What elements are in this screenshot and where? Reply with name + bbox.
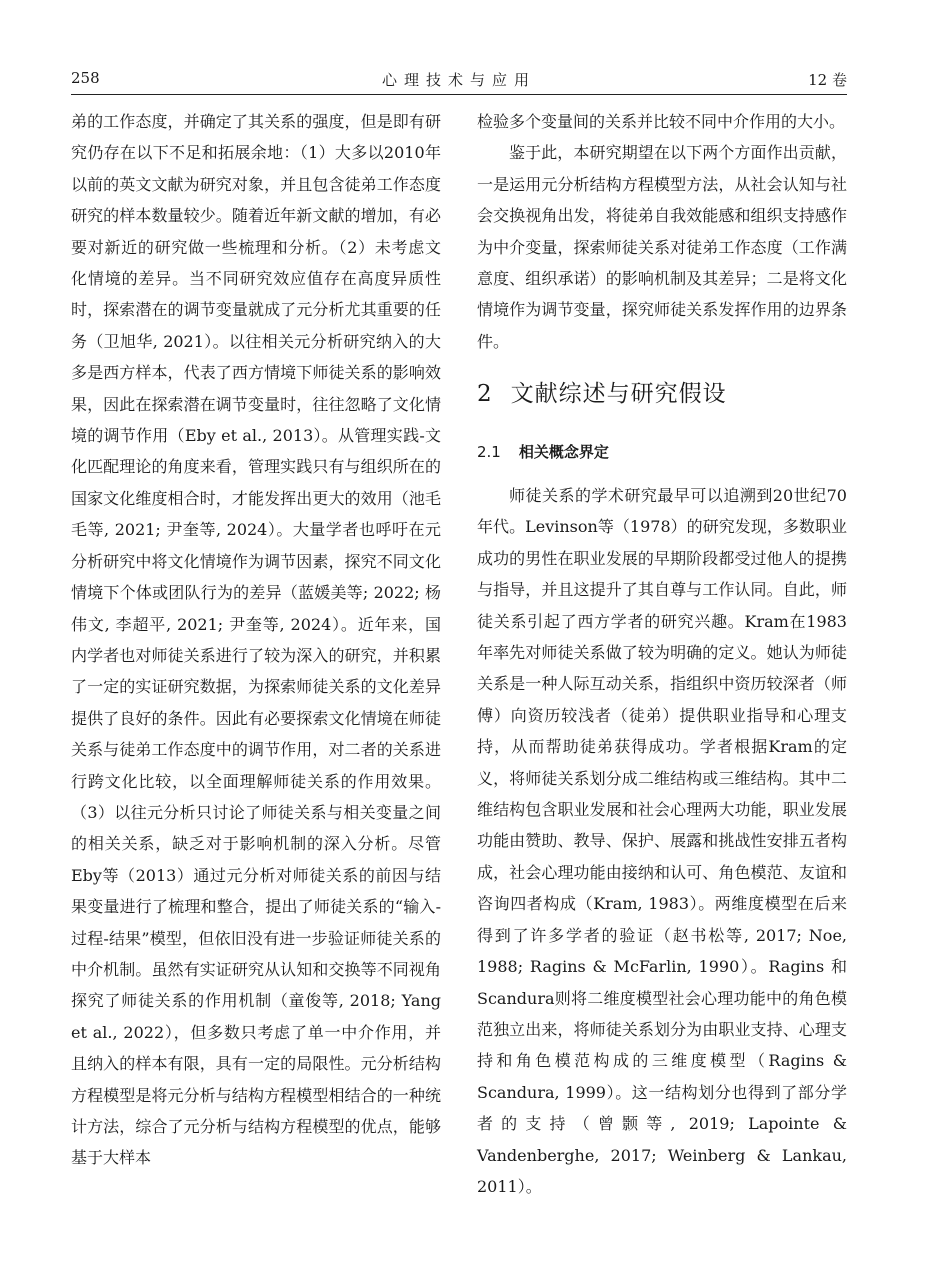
volume-label: 12 卷 xyxy=(808,71,847,89)
body-paragraph: 鉴于此，本研究期望在以下两个方面作出贡献，一是运用元分析结构方程模型方法，从社会认知与社会交换视角出发，将徒弟自我效能感和组织支持感作为中介变量，探索师徒关系对徒弟工作态度（工作满意度、组织承诺）的影响机制及其差异；二是将文化情境作为调节变量，探究师徒关系发挥作用的边界条件。 xyxy=(477,143,847,351)
subsection-number: 2.1 xyxy=(477,443,501,461)
section-number: 2 xyxy=(477,381,493,407)
right-column-bottom xyxy=(477,480,847,1202)
body-paragraph: 师徒关系的学术研究最早可以追溯到20世纪70年代。Levinson等（1978）的研究发现，多数职业成功的男性在职业发展的早期阶段都受过他人的提携与指导，并且这提升了其自尊与工作认同。自此，师徒关系引起了西方学者的研究兴趣。Kram在1983年率先对师徒关系做了较为明确的定义。她认为师徒关系是一种人际互动关系，指组织中资历较深者（师傅）向资历较浅者（徒弟）提供职业指导和心理支持，从而帮助徒弟获得成功。学者根据Kram的定义，将师徒关系划分成二维结构或三维结构。其中二维结构包含职业发展和社会心理两大功能，职业发展功能由赞助、教导、保护、展露和挑战性安排五者构成，社会心理功能由接纳和认可、角色模范、友谊和咨询四者构成（Kram, 1983）。两维度模型在后来得到了许多学者的验证（赵书松等, 2017; Noe, 1988; Ragins & McFarlin, 1990）。Ragins 和Scandura则将二维度模型社会心理功能中的角色模范独立出来，将师徒关系划分为由职业支持、心理支持和角色模范构成的三维度模型（Ragins & Scandura, 1999）。这一结构划分也得到了部分学者的支持（曾颢等, 2019; Lapointe & Vandenberghe, 2017; Weinberg & Lankau, 2011）。 xyxy=(477,486,847,1196)
body-paragraph-continuation: 检验多个变量间的关系并比较不同中介作用的大小。 xyxy=(477,112,846,131)
running-header xyxy=(71,66,847,95)
page-number: 258 xyxy=(71,69,100,87)
section-heading xyxy=(477,375,727,408)
body-paragraph: 弟的工作态度，并确定了其关系的强度，但是即有研究仍存在以下不足和拓展余地：（1）大多以2010年以前的英文文献为研究对象，并且包含徒弟工作态度研究的样本数量较少。随着近年新文献的增加，有必要对新近的研究做一些梳理和分析。（2）未考虑文化情境的差异。当不同研究效应值存在高度异质性时，探索潜在的调节变量就成了元分析尤其重要的任务（卫旭华, 2021）。以往相关元分析研究纳入的大多是西方样本，代表了西方情境下师徒关系的影响效果，因此在探索潜在调节变量时，往往忽略了文化情境的调节作用（Eby et al., 2013）。从管理实践-文化匹配理论的角度来看，管理实践只有与组织所在的国家文化维度相合时，才能发挥出更大的效用（池毛毛等, 2021; 尹奎等, 2024）。大量学者也呼吁在元分析研究中将文化情境作为调节因素，探究不同文化情境下个体或团队行为的差异（蓝媛美等; 2022; 杨伟文, 李超平, 2021; 尹奎等, 2024）。近年来，国内学者也对师徒关系进行了较为深入的研究，并积累了一定的实证研究数据，为探索师徒关系的文化差异提供了良好的条件。因此有必要探索文化情境在师徒关系与徒弟工作态度中的调节作用，对二者的关系进行跨文化比较，以全面理解师徒关系的作用效果。（3）以往元分析只讨论了师徒关系与相关变量之间的相关关系，缺乏对于影响机制的深入分析。尽管Eby等（2013）通过元分析对师徒关系的前因与结果变量进行了梳理和整合，提出了师徒关系的“输入-过程-结果”模型，但依旧没有进一步验证师徒关系的中介机制。虽然有实证研究从认知和交换等不同视角探究了师徒关系的作用机制（童俊等, 2018; Yang et al., 2022），但多数只考虑了单一中介作用，并且纳入的样本有限，具有一定的局限性。元分析结构方程模型是将元分析与结构方程模型相结合的一种统计方法，综合了元分析与结构方程模型的优点，能够基于大样本 xyxy=(71,112,441,1168)
journal-title: 心理技术与应用 xyxy=(381,71,536,89)
right-column-top xyxy=(477,106,847,357)
section-title: 文献综述与研究假设 xyxy=(510,381,727,407)
subsection-title: 相关概念界定 xyxy=(518,443,609,461)
left-column xyxy=(71,106,441,1174)
subsection-heading xyxy=(477,441,609,462)
